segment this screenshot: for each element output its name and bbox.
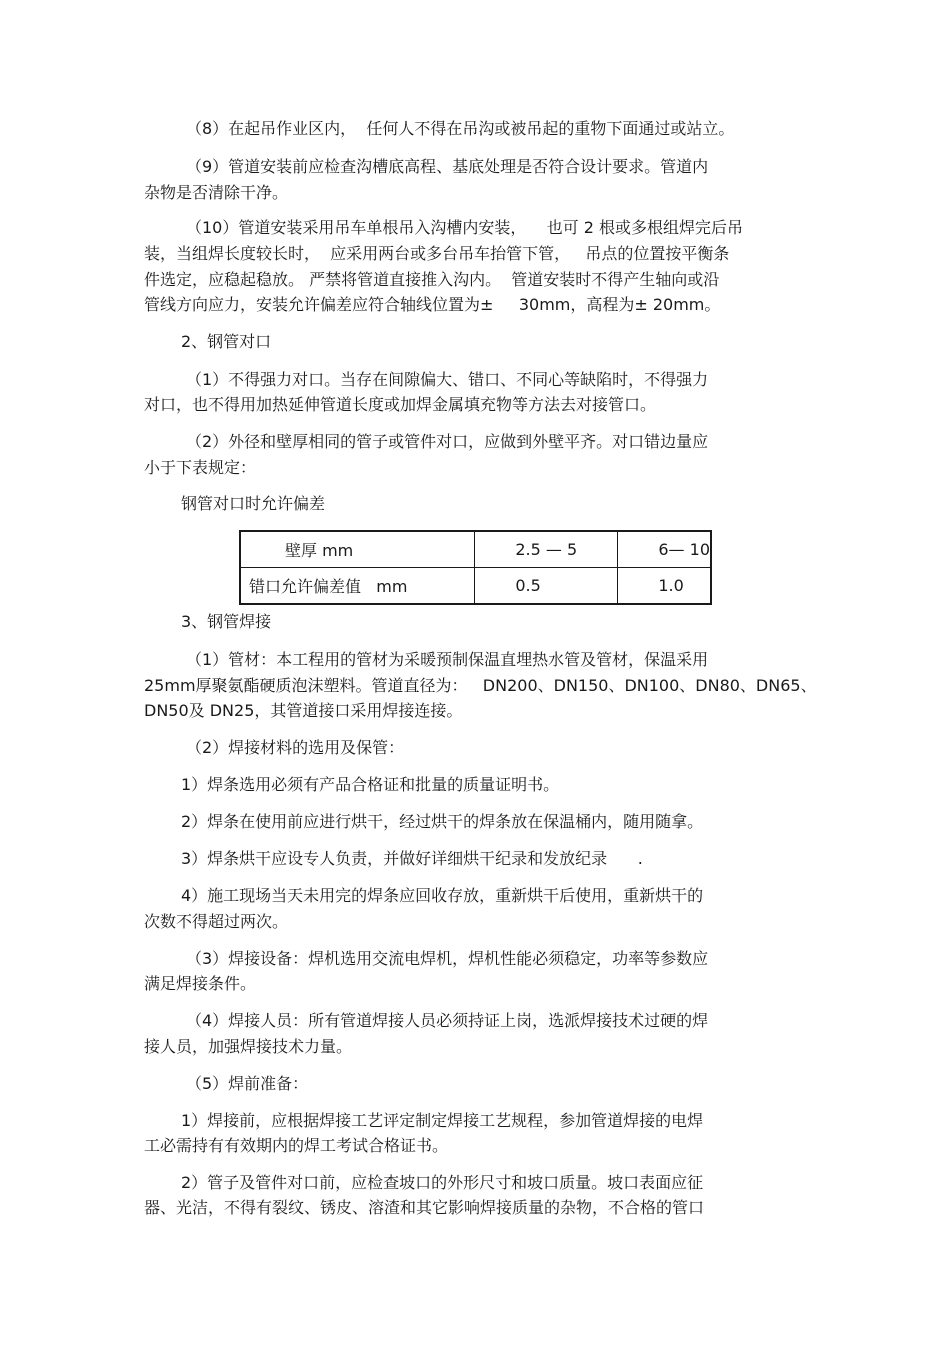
paragraph-line: （2）外径和壁厚相同的管子或管件对口，应做到外壁平齐。对口错边量应 xyxy=(186,432,709,451)
paragraph-line: DN50及 DN25，其管道接口采用焊接连接。 xyxy=(144,701,463,720)
paragraph-line: 2）管子及管件对口前，应检查坡口的外形尺寸和坡口质量。坡口表面应征 xyxy=(181,1173,704,1192)
paragraph-line: （10）管道安装采用吊车单根吊入沟槽内安装， 也可 2 根或多根组焊完后吊 xyxy=(186,218,744,237)
paragraph-line: （8）在起吊作业区内， 任何人不得在吊沟或被吊起的重物下面通过或站立。 xyxy=(186,119,735,138)
paragraph-line: 对口，也不得用加热延伸管道长度或加焊金属填充物等方法去对接管口。 xyxy=(144,395,657,414)
paragraph-line: （1）不得强力对口。当存在间隙偏大、错口、不同心等缺陷时，不得强力 xyxy=(186,370,709,389)
paragraph-line: （9）管道安装前应检查沟槽底高程、基底处理是否符合设计要求。管道内 xyxy=(186,157,709,176)
paragraph-line: 3）焊条烘干应设专人负责，并做好详细烘干纪录和发放纪录 . xyxy=(181,849,643,868)
paragraph-line: 1）焊条选用必须有产品合格证和批量的质量证明书。 xyxy=(181,775,560,794)
paragraph-line: 1）焊接前，应根据焊接工艺评定制定焊接工艺规程，参加管道焊接的电焊 xyxy=(181,1111,704,1130)
table-cell: 2.5 — 5 xyxy=(475,531,618,568)
paragraph-line: 装，当组焊长度较长时， 应采用两台或多台吊车抬管下管， 吊点的位置按平衡条 xyxy=(144,244,730,263)
table-cell: 壁厚 mm xyxy=(240,531,475,568)
paragraph-line: 工必需持有有效期内的焊工考试合格证书。 xyxy=(144,1136,449,1155)
paragraph-line: （5）焊前准备： xyxy=(186,1074,309,1093)
paragraph-line: 25mm厚聚氨酯硬质泡沫塑料。管道直径为： DN200、DN150、DN100、DN80、DN65、 xyxy=(144,676,817,695)
paragraph-line: 管线方向应力，安装允许偏差应符合轴线位置为± 30mm，高程为± 20mm。 xyxy=(144,295,721,314)
paragraph-line: 4）施工现场当天未用完的焊条应回收存放，重新烘干后使用，重新烘干的 xyxy=(181,886,704,905)
table-cell: 0.5 xyxy=(475,568,618,605)
paragraph-line: 2、钢管对口 xyxy=(181,332,272,351)
paragraph-line: 接人员，加强焊接技术力量。 xyxy=(144,1037,353,1056)
paragraph-line: 件选定，应稳起稳放。 严禁将管道直接推入沟内。 管道安装时不得产生轴向或沿 xyxy=(144,270,720,289)
paragraph-line: 小于下表规定： xyxy=(144,458,257,477)
paragraph-line: （4）焊接人员：所有管道焊接人员必须持证上岗，选派焊接技术过硬的焊 xyxy=(186,1011,709,1030)
table-row xyxy=(240,531,711,568)
paragraph-line: （2）焊接材料的选用及保管： xyxy=(186,738,405,757)
table-cell: 6— 10 xyxy=(618,531,711,568)
paragraph-line: 3、钢管焊接 xyxy=(181,612,272,631)
paragraph-line: 器、光洁，不得有裂纹、锈皮、溶渣和其它影响焊接质量的杂物，不合格的管口 xyxy=(144,1198,705,1217)
paragraph-line: 钢管对口时允许偏差 xyxy=(181,494,326,513)
table-row xyxy=(240,568,711,605)
paragraph-line: 2）焊条在使用前应进行烘干，经过烘干的焊条放在保温桶内，随用随拿。 xyxy=(181,812,704,831)
paragraph-line: （1）管材：本工程用的管材为采暖预制保温直埋热水管及管材，保温采用 xyxy=(186,650,709,669)
table-cell: 错口允许偏差值 mm xyxy=(240,568,475,605)
paragraph-line: （3）焊接设备：焊机选用交流电焊机，焊机性能必须稳定，功率等参数应 xyxy=(186,949,709,968)
paragraph-line: 次数不得超过两次。 xyxy=(144,912,289,931)
tolerance-table xyxy=(239,530,712,605)
paragraph-line: 杂物是否清除干净。 xyxy=(144,183,289,202)
paragraph-line: 满足焊接条件。 xyxy=(144,974,257,993)
table-cell: 1.0 xyxy=(618,568,711,605)
